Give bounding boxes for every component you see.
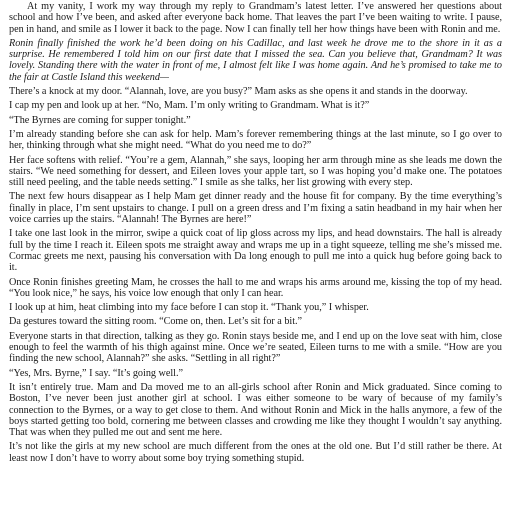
paragraph-letter-body: Ronin finally finished the work he’d been doing on his Cadillac, and last week he drove me to the shore in it as a surprise. He remembered I told him on our first date that I missed the sea. Can you believe that, Grandmam? It was lovely. Standing there with the water in front of me, I almost felt like I was home again. And he’s promised to take me to the fair at Castle Island this weekend—	[9, 37, 502, 83]
paragraph: Da gestures toward the sitting room. “Come on, then. Let’s sit for a bit.”	[9, 316, 303, 328]
paragraph: Once Ronin finishes greeting Mam, he crosses the hall to me and wraps his arms around me, kissing the top of my head. “You look nice,” he says, his voice low enough that only I can hear.	[9, 276, 502, 299]
paragraph: “The Byrnes are coming for supper tonight.”	[9, 114, 191, 126]
paragraph: The next few hours disappear as I help Mam get dinner ready and the house fit for company. By the time everything’s finally in place, I’m sent upstairs to change. I pull on a green dress and I’m fixing a satin headband in my hair when her voice carries up the stairs. “Alannah! The Byrnes are here!”	[9, 191, 502, 226]
paragraph: Her face softens with relief. “You’re a gem, Alannah,” she says, looping her arm through mine as she leads me down the stairs. “We need something for dessert, and Eileen loves your apple tart, so I was hoping you’d make one. The potatoes still need peeling, and the table needs setting.” I smile as she talks, her list growing with every step.	[9, 154, 502, 189]
paragraph: I take one last look in the mirror, swipe a quick coat of lip gloss across my lips, and head downstairs. The hall is already full by the time I reach it. Eileen spots me straight away and wraps me up in a tight squeeze, telling me she’s missed me. Cormac greets me next, pausing his conversation with Da long enough to pull me into a quick hug before going back to it.	[9, 228, 502, 274]
paragraph: It’s not like the girls at my new school are much different from the ones at the old one. But I’d still rather be there. At least now I don’t have to worry about some boy trying something stupid.	[9, 441, 502, 464]
paragraph: I look up at him, heat climbing into my face before I can stop it. “Thank you,” I whisper.	[9, 302, 369, 314]
paragraph: I’m already standing before she can ask for help. Mam’s forever remembering things at the last minute, so I go over to her, thinking through what she might need. “What do you need me to do?”	[9, 128, 502, 152]
paragraph: I cap my pen and look up at her. “No, Mam. I’m only writing to Grandmam. What is it?”	[9, 100, 370, 112]
paragraph-letter-intro: At my vanity, I work my way through my reply to Grandmam’s latest letter. I’ve answered her questions about school and how I’ve been, and asked after everyone back home. That leaves the part I’ve been waiting to write. I pause, pen in hand, and smile as I lower it back to the page. Now I can finally tell her how things have been with Ronin and me.	[9, 1, 502, 35]
paragraph: It isn’t entirely true. Mam and Da moved me to an all-girls school after Ronin and Mick graduated. Since coming to Boston, I’ve never been just another girl at school. I was either someone to be wary of because of my family’s connection to the Byrnes, or a way to get close to them. And without Ronin and Mick in the halls anymore, a few of the boys started getting too bold, cornering me between classes and crowding me like they thought I wouldn’t say anything. That was when they pulled me out and sent me here.	[9, 381, 502, 439]
paragraph: There’s a knock at my door. “Alannah, love, are you busy?” Mam asks as she opens it and stands in the doorway.	[9, 86, 468, 98]
paragraph: Everyone starts in that direction, talking as they go. Ronin stays beside me, and I end up on the love seat with him, close enough to feel the warmth of his thigh against mine. Once we’re seated, Eileen turns to me with a smile. “How are you finding the new school, Alannah?” she asks. “Settling in all right?”	[9, 330, 502, 365]
paragraph: “Yes, Mrs. Byrne,” I say. “It’s going well.”	[9, 367, 183, 379]
